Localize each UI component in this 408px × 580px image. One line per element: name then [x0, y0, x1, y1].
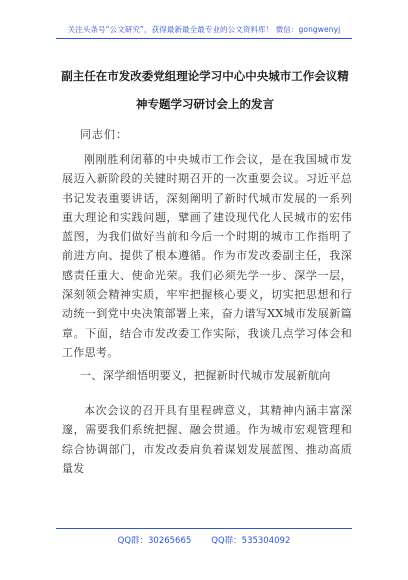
body-section-1: [62, 150, 352, 362]
footer-divider: [56, 528, 352, 529]
footer: [0, 534, 408, 546]
paragraph-2: 本次会议的召开具有里程碑意义，其精神内涵丰富深邃，需要我们系统把握、融会贯通。作为城市宏观管理和综合协调部门，市发改委肩负着谋划发展蓝图、推动高质量发: [62, 404, 352, 475]
body-section-2: [62, 401, 352, 478]
section-heading-1: 一、深学细悟明要义，把握新时代城市发展新航向: [80, 369, 331, 382]
footer-qq-group-1: QQ群：30265665: [117, 536, 192, 546]
footer-qq-group-2: QQ群：535304092: [211, 536, 291, 546]
salutation: 同志们：: [80, 128, 128, 141]
header-banner: 关注头条号“公文研究”，获得最新最全最专业的公文资料库！ 微信：gongwenyj: [67, 25, 341, 34]
document-title-line-1: 副主任在市发改委党组理论学习中心中央城市工作会议精: [61, 69, 349, 83]
header-divider: [56, 38, 352, 39]
paragraph-1: 刚刚胜利闭幕的中央城市工作会议，是在我国城市发展迈入新阶段的关键时期召开的一次重要会议。习近平总书记发表重要讲话，深刻阐明了新时代城市发展的一系列重大理论和实践问题，擘画了建设现代化人民城市的宏伟蓝图，为我们做好当前和今后一个时期的城市工作指明了前进方向、提供了根本遵循。作为市发改委副主任，我深感责任重大、使命光荣。我们必须先学一步、深学一层，深刻领会精神实质，牢牢把握核心要义，切实把思想和行动统一到党中央决策部署上来，奋力谱写XX城市发展新篇章。下面，结合市发改委工作实际，我谈几点学习体会和工作思考。: [62, 153, 352, 359]
document-title-line-2: 神专题学习研讨会上的发言: [136, 97, 274, 111]
